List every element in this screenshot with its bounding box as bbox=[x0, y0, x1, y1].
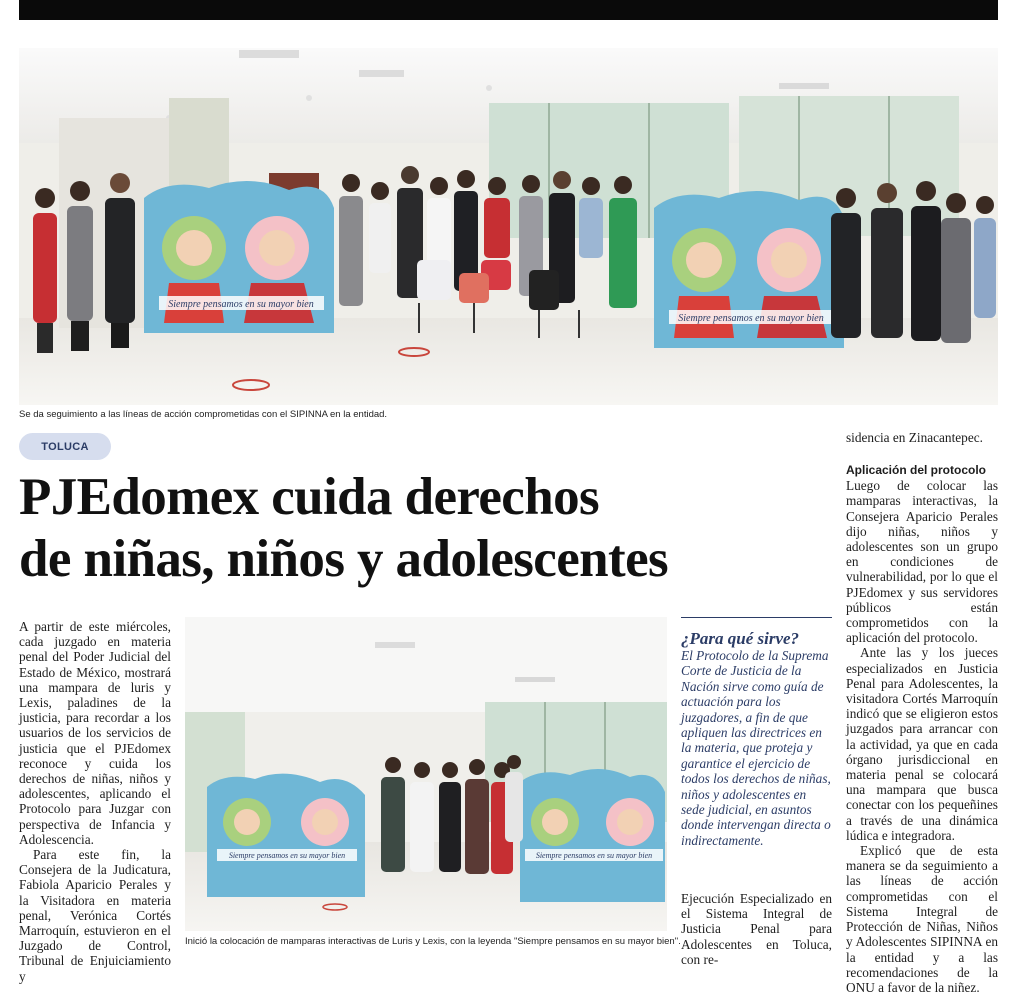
paragraph: Luego de colocar las mamparas interactivas, la Consejera Aparicio Perales dijo niñas, niños y adolescentes son un grupo en condiciones de vulnerabilidad, por lo que el PJEdomex y sus servidores públicos están comprometidos con la aplicación del protocolo. bbox=[846, 478, 998, 646]
paragraph: Ante las y los jueces especializados en Justicia Penal para Adolescentes, la visitadora Cortés Marroquín indicó que se eligieron estos juzgados para arrancar con la actividad, ya que en cada órgano jurisdiccional en materia penal se colocará una mampara que busca conectar con los pequeñines a través de una dinámica lúdica e integradora. bbox=[846, 645, 998, 843]
paragraph: A partir de este miércoles, cada juzgado en materia penal del Poder Judicial del Estado de México, mostrará una mampara de luris y Lexis, paladines de la justicia, para recordar a los usuarios de los servicios de justicia que el PJEdomex reconoce y cuida los derechos de niñas, niños y adolescentes, aplicando el Protocolo para Juzgar con perspectiva de Infancia y Adolescencia. bbox=[19, 619, 171, 847]
article-column-left bbox=[19, 619, 171, 984]
main-right-banner-text: Siempre pensamos en su mayor bien bbox=[678, 313, 824, 324]
paragraph: sidencia en Zinacantepec. bbox=[846, 430, 983, 445]
article-column-middle-bottom bbox=[681, 891, 832, 967]
paragraph: Para este fin, la Consejera de la Judicatura, Fabiola Aparicio Perales y la Visitadora en materia penal, Verónica Cortés Marroquín, estuvieron en el Juzgado de Control, Tribunal de Enjuiciamiento y bbox=[19, 847, 171, 984]
paragraph: Ejecución Especializado en el Sistema Integral de Justicia Penal para Adolescentes en Toluca, con re- bbox=[681, 891, 832, 967]
second-left-banner-text: Siempre pensamos en su mayor bien bbox=[228, 851, 346, 860]
top-black-bar bbox=[19, 0, 998, 20]
headline bbox=[19, 466, 839, 590]
second-right-banner-text: Siempre pensamos en su mayor bien bbox=[535, 851, 653, 860]
second-photo bbox=[185, 617, 667, 931]
paragraph: Explicó que de esta manera se da seguimiento a las líneas de acción comprometidas con el Sistema Integral de Protección de Niñas, Niños y Adolescentes SIPINNA en la entidad y a las recomendaciones de la ONU a favor de la niñez. bbox=[846, 843, 998, 995]
headline-line-2: de niñas, niños y adolescentes bbox=[19, 530, 669, 588]
subheading: Aplicación del protocolo bbox=[846, 463, 987, 478]
section-tag: TOLUCA bbox=[19, 433, 111, 460]
sidebar-title: ¿Para qué sirve? bbox=[681, 629, 800, 648]
sidebar-box bbox=[681, 617, 832, 882]
headline-line-1: PJEdomex cuida derechos bbox=[19, 468, 599, 526]
article-column-right bbox=[846, 430, 998, 995]
second-photo-caption: Inició la colocación de mamparas interactivas de Luris y Lexis, con la leyenda "Siempre pensamos en su mayor bien". bbox=[185, 936, 681, 947]
main-photo-caption: Se da seguimiento a las líneas de acción comprometidas con el SIPINNA en la entidad. bbox=[19, 409, 388, 420]
main-group-photo bbox=[19, 48, 998, 405]
sidebar-body: El Protocolo de la Suprema Corte de Justicia de la Nación sirve como guía de actuación para los juzgadores, a fin de que apliquen las directrices en la materia, que proteja y garantice el ejercicio de todos los derechos de niñas, niños y adolescentes en sede judicial, en asuntos donde intervengan directa o indirectamente. bbox=[681, 648, 831, 848]
main-left-banner-text: Siempre pensamos en su mayor bien bbox=[168, 299, 314, 310]
